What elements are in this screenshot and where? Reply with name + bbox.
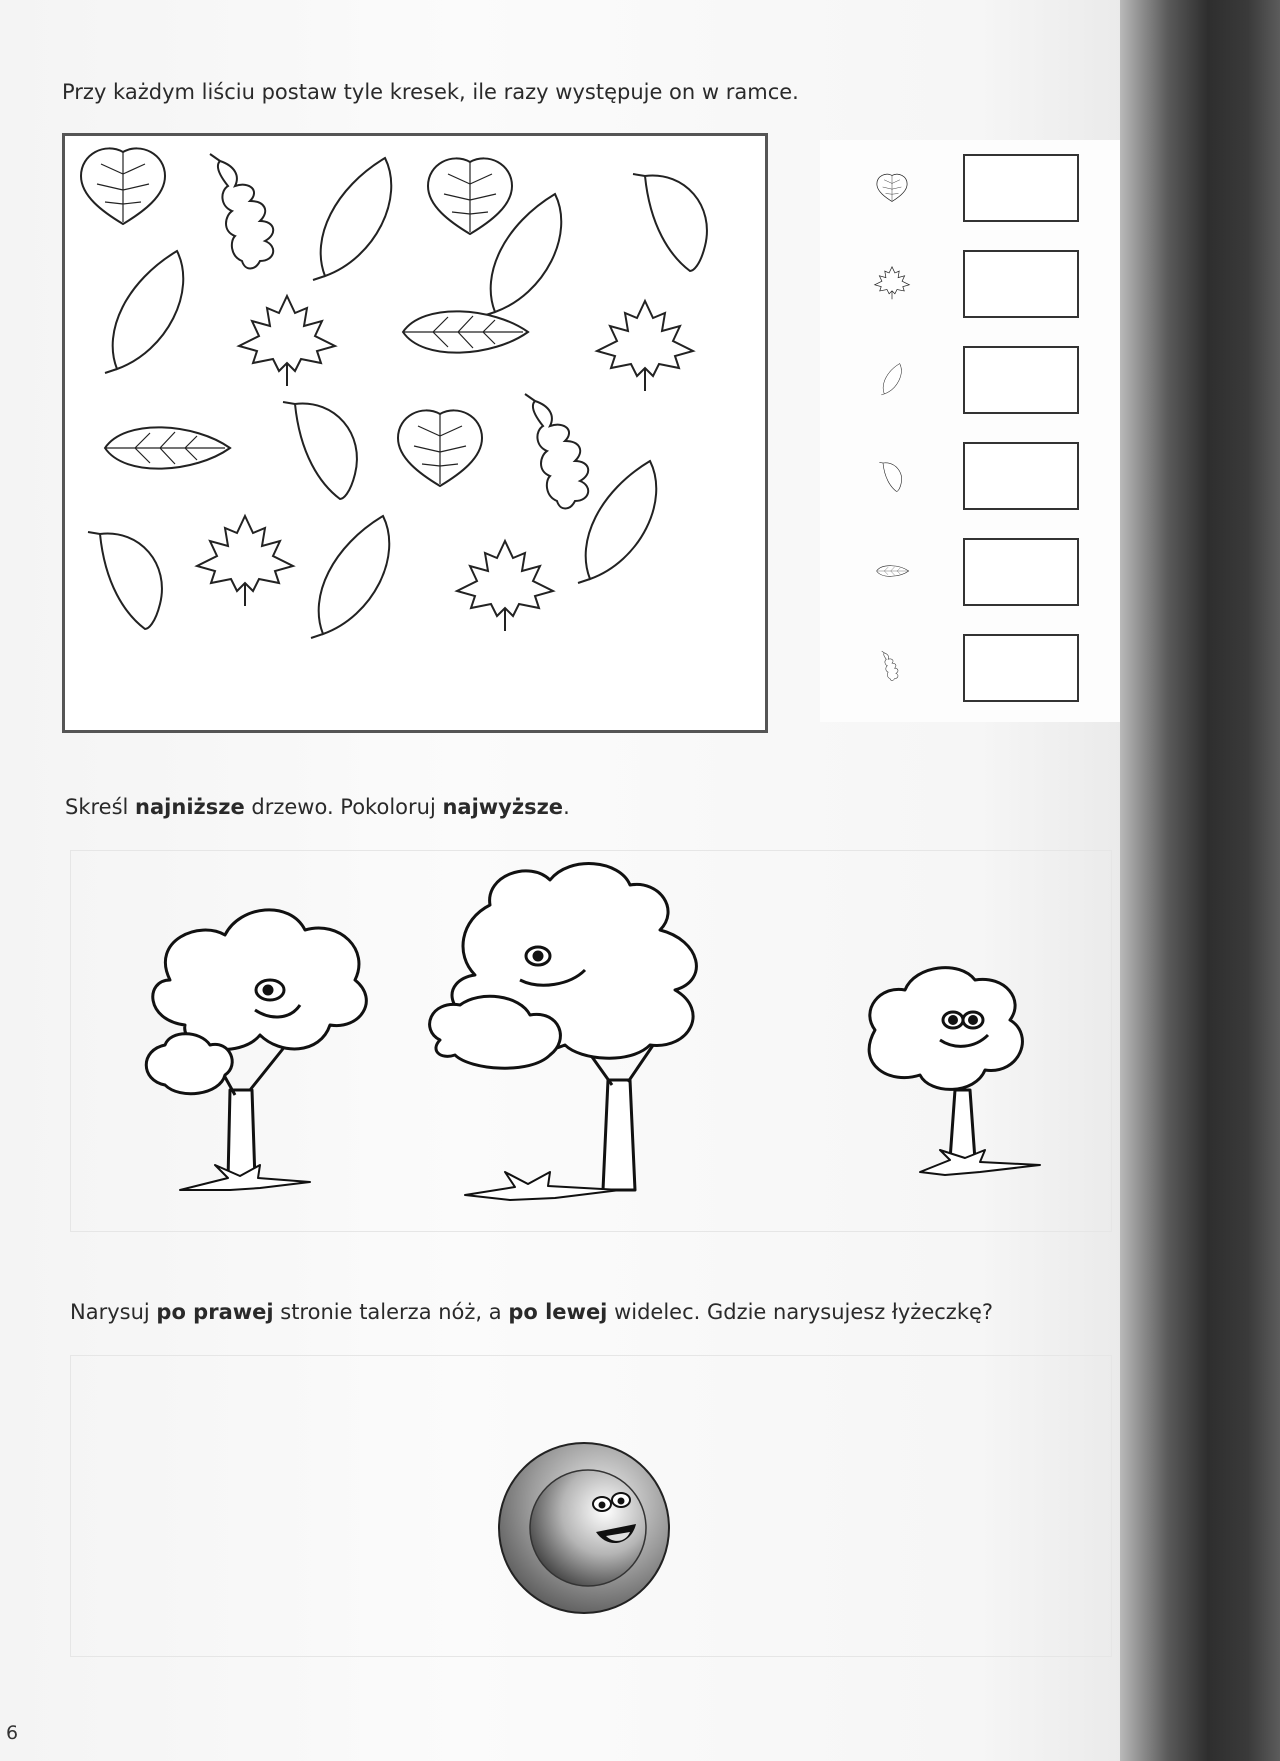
text: widelec. Gdzie narysujesz łyżeczkę? (607, 1300, 994, 1324)
birch-leaf-icon (860, 445, 924, 505)
narrow-leaf (313, 158, 391, 280)
narrow-leaf (105, 251, 183, 373)
maple-leaf (457, 541, 553, 631)
text: stronie talerza nóż, a (273, 1300, 509, 1324)
tree-medium (146, 910, 366, 1190)
maple-leaf-icon (860, 253, 924, 313)
emphasis-lowest: najniższe (135, 795, 245, 819)
page-number: 6 (6, 1722, 19, 1744)
linden-leaf-icon (860, 157, 924, 217)
plate-drawing (496, 1440, 672, 1616)
tally-box[interactable] (963, 346, 1079, 414)
emphasis-right: po prawej (156, 1300, 274, 1324)
tally-box[interactable] (963, 154, 1079, 222)
tally-row (820, 440, 1120, 510)
tally-box[interactable] (963, 634, 1079, 702)
linden-leaf (81, 148, 165, 224)
task2-instruction (65, 795, 570, 819)
oak-leaf (210, 154, 273, 269)
tally-box[interactable] (963, 538, 1079, 606)
tally-row (820, 152, 1120, 222)
birch-leaf (283, 402, 357, 499)
beech-leaf (403, 311, 528, 352)
narrow-leaf-icon (860, 349, 924, 409)
maple-leaf (197, 516, 293, 606)
birch-leaf (633, 174, 707, 271)
leaf-frame-drawing (65, 136, 765, 730)
text: drzewo. Pokoloruj (244, 795, 443, 819)
trees-drawing (60, 860, 1100, 1230)
tree-tallest (430, 864, 697, 1200)
book-spine-shadow (1120, 0, 1280, 1761)
oak-leaf (525, 394, 588, 509)
tally-box[interactable] (963, 442, 1079, 510)
tally-row (820, 632, 1120, 702)
task1-instruction: Przy każdym liściu postaw tyle kresek, ile razy występuje on w ramce. (62, 80, 799, 104)
birch-leaf (88, 532, 162, 629)
tally-panel (820, 140, 1120, 722)
emphasis-left: po lewej (508, 1300, 608, 1324)
narrow-leaf (311, 516, 389, 638)
task3-instruction (70, 1300, 993, 1324)
tally-row (820, 536, 1120, 606)
linden-leaf (428, 158, 512, 234)
maple-leaf (597, 301, 693, 391)
emphasis-tallest: najwyższe (442, 795, 564, 819)
narrow-leaf (578, 461, 656, 583)
text: Skreśl (65, 795, 136, 819)
text: . (563, 795, 570, 819)
maple-leaf (239, 296, 335, 386)
tally-row (820, 344, 1120, 414)
linden-leaf (398, 410, 482, 486)
tally-box[interactable] (963, 250, 1079, 318)
tally-row (820, 248, 1120, 318)
beech-leaf-icon (860, 541, 924, 601)
leaf-frame (62, 133, 768, 733)
tree-lowest (869, 968, 1040, 1175)
oak-leaf-icon (860, 637, 924, 697)
text: Narysuj (70, 1300, 157, 1324)
beech-leaf (105, 427, 230, 468)
